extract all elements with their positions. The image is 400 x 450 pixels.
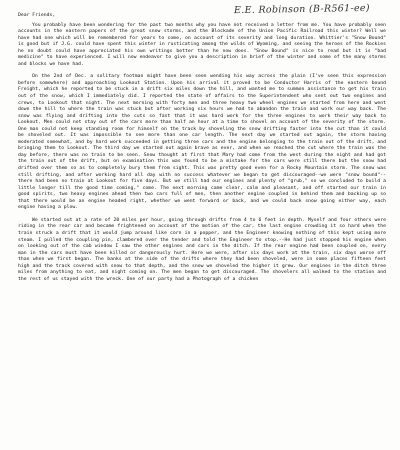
letter-paragraph: We started out at a rate of 20 miles per hour, going through drifts from 4 to 6 feet in depth. Myself and four others were riding in the rear car and became frightened on account of the motion of the car, the last engine crowding it so hard when the train struck a drift that it would jump around like corn in a popper, and the Engineer knowing nothing of this kept using more steam. I pulled the coupling pin, clambered over the tender and told the Engineer to stop.--He had just stopped his engine when on looking out of the cab window I saw the other engines and cars in the ditch. If the rear engine had been coupled on, every man in the cars must have been killed or dangerously hurt. Here we were, after six days work at the train, six days worse off than when we first began. The banks at the side of the drifts where they had been shoveled, were in some places fifteen feet high and the track covered with snow to that depth, and the snow we shoveled the higher it grew. Our engines in the ditch three miles from anything to eat, and night coming on. The men began to get discouraged. The shovelers all walked to the station and the rest of us stayed with the wreck. One of our party had a Photograph of a chicken — [18, 217, 386, 282]
letter-paragraph: You probably have been wondering for the past two months why you have not received a letter from me. You have probably seen accounts in the eastern papers of the great snow storms, and the Blockade of the Union Pacific Railroad this winter? Well we have had one which will be remembered for years to come, on account of its severity and long duration. Whittier's "Snow Bound" is good but if J.G. could have spent this winter in rusticating among the wilds of Wyoming, and seeing the heroes of the Rockies he no doubt could have appreciated his own writings better than he now does. "Snow Bound" is nice to read but it is "bad medicine" to have experienced. I will now endeavor to give you a description in brief of the winter and some of the many storms and blocks we have had. — [18, 22, 386, 67]
letter-greeting: Dear Friends, — [18, 13, 56, 18]
letter-paragraph: On the 2nd of Dec. a solitary footman might have been seen wending his way across the plain (I've seen this expression before somewhere) and approaching Lookout Station. Upon his arrival it proved to be Conductor Harris of the eastern bound Freight, which he reported to be stuck in a drift six miles down the hill, and wanted me to summon assistance to get his train out of the snow, which I immediately did. I reported the state of affairs to the Superintendent who sent out two engines and crews, to Lookout that night. The next morning with forty men and three heavy two wheel engines we started from here and went down the hill to where the train was stuck but after working six hours we had to abandon the train and work our way back. The snow was flying and drifting into the cuts so fast that it was hard work for the three engines to work their way back to Lookout. Men could not stay out of the cars more than half an hour at a time to shovel on account of the severity of the storm. One man could not keep standing room for himself on the track by shoveling the snow drifting faster into the cut than it could be shoveled out. It was impossible to see more than one car length. The next day we started out again, the storm having moderated somewhat, and by hard work succeeded in getting three cars and the engine belonging to the train out of the drift, and bringing them to Lookout. The third day we started out again brave as ever, and when we reached the cut where the train was the day before, there was no train to be seen. Snow thought at first that Mary had come from the west during the night and had got the train out of the drift, but on examination this was found to be a mistake for the cars were still there but the snow had drifted over them so as to completely bury them from sight. This was pretty good even for a Rocky Mountain storm. The snow was still drifting, and after working hard all day with no success whatever we began to get discouraged--we were "snow bound"-- there had been no train at Lookout for five days. But we still had our engines and plenty of "grub," so we concluded to build a little longer till the good time coming," come. The next morning came clear, calm and pleasant, and off started our train in good spirits, two heavy engines ahead then two cars full of men, then another engine coupled in behind them and backing up so that there would be an engine headed right, whether we went forward or back, and we could back snow going either way, each engine having a plow. — [18, 74, 386, 211]
handwritten-annotation: E.E. Robinson (B-R561-ee) — [233, 2, 370, 17]
letter-body — [18, 13, 386, 289]
